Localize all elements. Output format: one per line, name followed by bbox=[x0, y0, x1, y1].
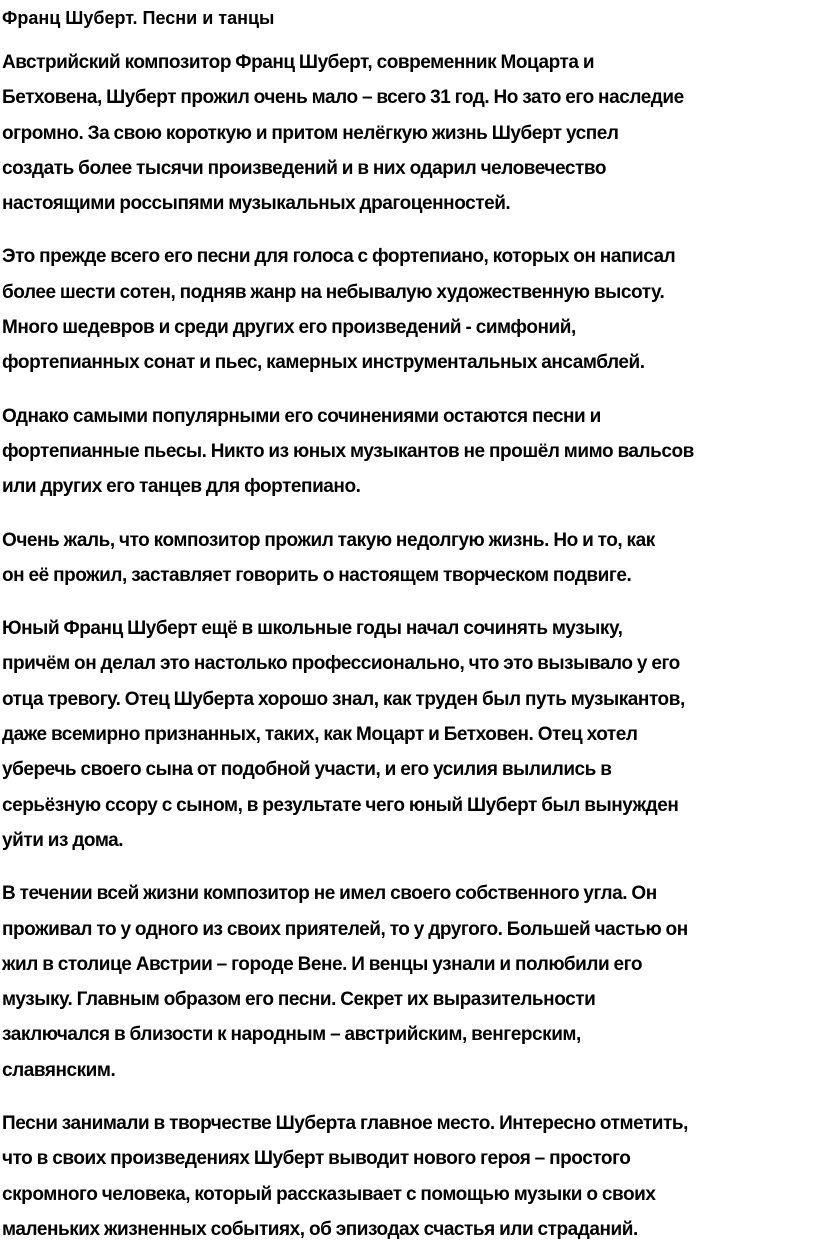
text-line: создать более тысячи произведений и в них одарил человечество bbox=[2, 157, 606, 179]
paragraph-6 bbox=[2, 876, 814, 1088]
text-line: маленьких жизненных событиях, об эпизодах счастья или страданий. bbox=[2, 1218, 638, 1240]
text-line: Однако самыми популярными его сочинениями остаются песни и bbox=[2, 405, 601, 427]
text-line: уберечь своего сына от подобной участи, и его усилия вылились в bbox=[2, 759, 612, 781]
document-title: Франц Шуберт. Песни и танцы bbox=[2, 8, 275, 28]
text-line: даже всемирно признанных, таких, как Моцарт и Бетховен. Отец хотел bbox=[2, 724, 638, 746]
text-line: славянским. bbox=[2, 1059, 116, 1081]
text-line: жил в столице Австрии – городе Вене. И венцы узнали и полюбили его bbox=[2, 953, 643, 975]
text-line: что в своих произведениях Шуберт выводит нового героя – простого bbox=[2, 1148, 631, 1170]
text-line: Юный Франц Шуберт ещё в школьные годы начал сочинять музыку, bbox=[2, 618, 623, 640]
text-line: Очень жаль, что композитор прожил такую недолгую жизнь. Но и то, как bbox=[2, 529, 655, 551]
text-line: Австрийский композитор Франц Шуберт, современник Моцарта и bbox=[2, 52, 595, 73]
text-line: причём он делал это настолько профессионально, что это вызывало у его bbox=[2, 653, 680, 675]
text-line: уйти из дома. bbox=[2, 829, 124, 851]
text-line: он её прожил, заставляет говорить о настоящем творческом подвиге. bbox=[2, 564, 632, 586]
text-line: заключался в близости к народным – австрийским, венгерским, bbox=[2, 1024, 581, 1046]
text-line: проживал то у одного из своих приятелей, то у другого. Большей частью он bbox=[2, 918, 688, 940]
text-line: настоящими россыпями музыкальных драгоценностей. bbox=[2, 193, 511, 215]
paragraph-7 bbox=[2, 1106, 814, 1247]
text-line: или других его танцев для фортепиано. bbox=[2, 476, 361, 498]
paragraph-3 bbox=[2, 399, 814, 505]
paragraph-1 bbox=[2, 45, 814, 221]
text-line: фортепианных сонат и пьес, камерных инструментальных ансамблей. bbox=[2, 352, 645, 374]
text-line: серьёзную ссору с сыном, в результате чего юный Шуберт был вынужден bbox=[2, 794, 679, 816]
text-line: фортепианные пьесы. Никто из юных музыкантов не прошёл мимо вальсов bbox=[2, 440, 694, 462]
text-line: В течении всей жизни композитор не имел своего собственного угла. Он bbox=[2, 883, 657, 905]
text-line: скромного человека, который рассказывает с помощью музыки о своих bbox=[2, 1183, 656, 1205]
text-line: более шести сотен, подняв жанр на небывалую художественную высоту. bbox=[2, 281, 665, 303]
text-line: музыку. Главным образом его песни. Секрет их выразительности bbox=[2, 989, 596, 1011]
text-line: Это прежде всего его песни для голоса с фортепиано, которых он написал bbox=[2, 246, 676, 268]
text-line: Много шедевров и среди других его произведений - симфоний, bbox=[2, 317, 576, 339]
text-line: Бетховена, Шуберт прожил очень мало – всего 31 год. Но зато его наследие bbox=[2, 87, 684, 109]
paragraph-4 bbox=[2, 523, 814, 594]
text-line: отца тревогу. Отец Шуберта хорошо знал, как труден был путь музыкантов, bbox=[2, 688, 685, 710]
text-line: Песни занимали в творчестве Шуберта главное место. Интересно отметить, bbox=[2, 1113, 688, 1135]
paragraph-2 bbox=[2, 239, 814, 380]
paragraph-5 bbox=[2, 611, 814, 858]
text-line: огромно. За свою короткую и притом нелёгкую жизнь Шуберт успел bbox=[2, 122, 619, 144]
